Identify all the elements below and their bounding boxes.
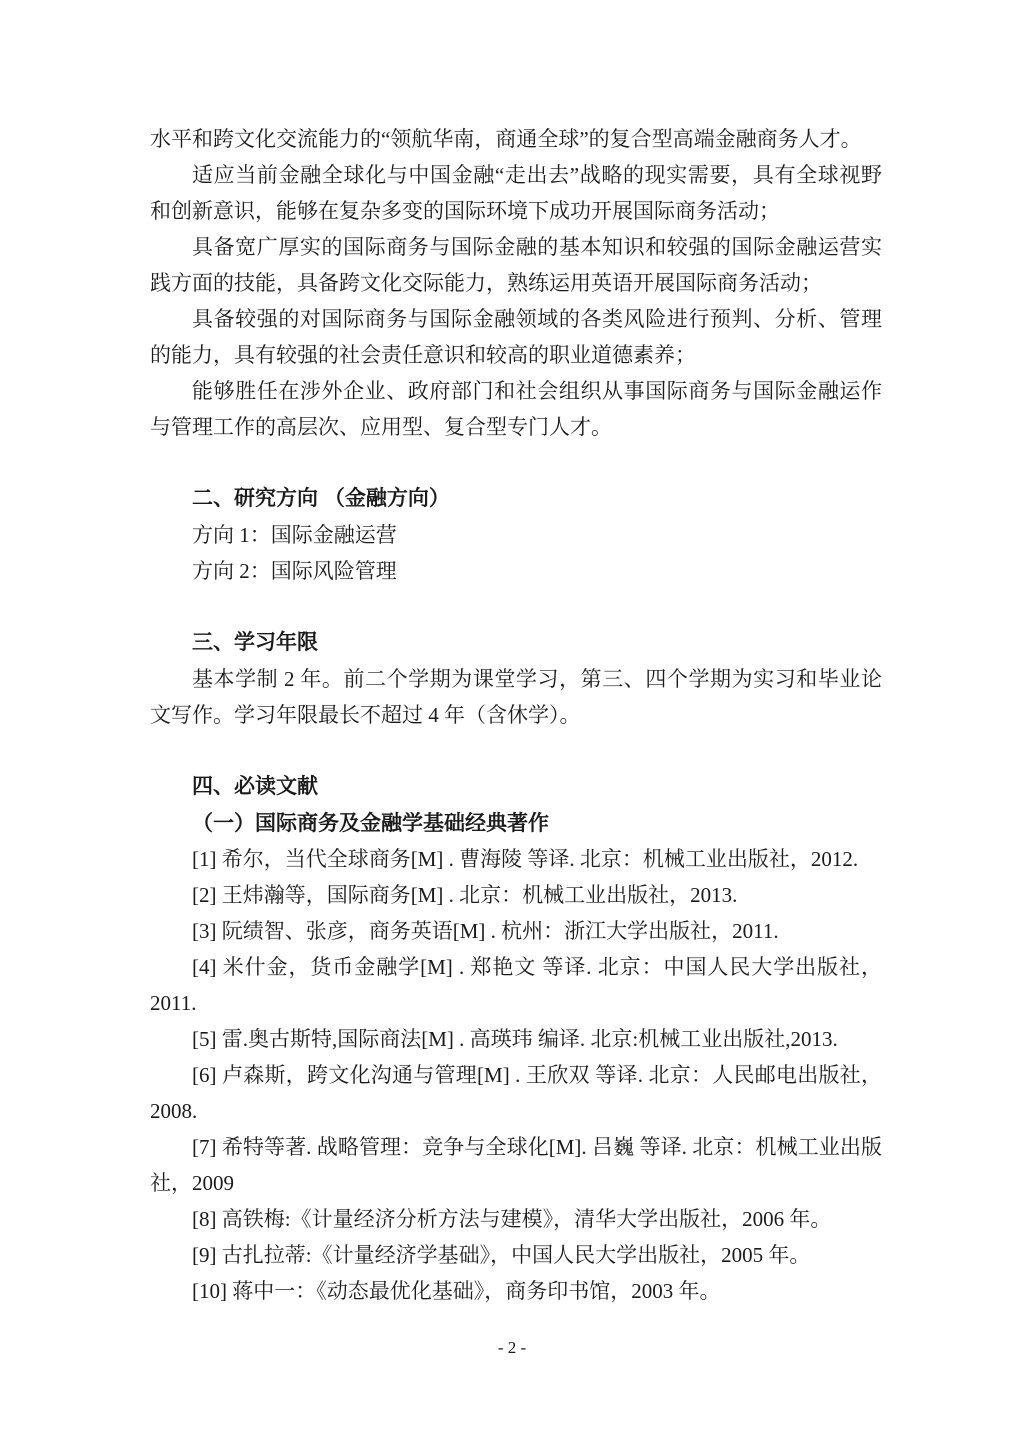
readings-subheading: （一）国际商务及金融学基础经典著作 [192, 811, 549, 835]
reference-item: [8] 高铁梅:《计量经济分析方法与建模》，清华大学出版社，2006 年。 [192, 1207, 832, 1231]
research-direction-item: 方向 2：国际风险管理 [192, 559, 397, 583]
section-heading-research-directions: 二、研究方向 （金融方向） [192, 487, 450, 510]
reference-item: [6] 卢森斯，跨文化沟通与管理[M] . 王欣双 等译. 北京：人民邮电出版社，2008. [150, 1063, 882, 1123]
study-duration-paragraph: 基本学制 2 年。前二个学期为课堂学习，第三、四个学期为实习和毕业论文写作。学习年限最长不超过 4 年（含休学）。 [150, 667, 882, 727]
intro-paragraph: 具备较强的对国际商务与国际金融领域的各类风险进行预判、分析、管理的能力，具有较强的社会责任意识和较高的职业道德素养； [150, 307, 882, 367]
page-content [150, 121, 882, 1309]
research-direction-item: 方向 1：国际金融运营 [192, 523, 397, 547]
reference-item: [3] 阮绩智、张彦，商务英语[M] . 杭州：浙江大学出版社，2011. [192, 919, 779, 943]
section-heading-required-readings: 四、必读文献 [192, 775, 318, 798]
reference-item: [2] 王炜瀚等，国际商务[M] . 北京：机械工业出版社，2013. [192, 883, 738, 907]
reference-item: [7] 希特等著. 战略管理：竞争与全球化[M]. 吕巍 等译. 北京：机械工业出版社，2009 [150, 1135, 882, 1195]
section-heading-study-duration: 三、学习年限 [192, 631, 318, 654]
intro-paragraph: 具备宽广厚实的国际商务与国际金融的基本知识和较强的国际金融运营实践方面的技能，具备跨文化交际能力，熟练运用英语开展国际商务活动； [150, 235, 882, 295]
reference-item: [10] 蒋中一：《动态最优化基础》，商务印书馆，2003 年。 [192, 1279, 721, 1303]
reference-item: [5] 雷.奥古斯特,国际商法[M] . 高瑛玮 编译. 北京:机械工业出版社,2013. [192, 1027, 838, 1051]
reference-item: [9] 古扎拉蒂:《计量经济学基础》，中国人民大学出版社，2005 年。 [192, 1243, 811, 1267]
intro-paragraph: 适应当前金融全球化与中国金融“走出去”战略的现实需要，具有全球视野和创新意识，能够在复杂多变的国际环境下成功开展国际商务活动； [150, 163, 882, 223]
intro-paragraph: 能够胜任在涉外企业、政府部门和社会组织从事国际商务与国际金融运作与管理工作的高层次、应用型、复合型专门人才。 [150, 379, 882, 439]
reference-item: [1] 希尔，当代全球商务[M] . 曹海陵 等译. 北京：机械工业出版社，2012. [192, 847, 859, 871]
intro-paragraph-continuation: 水平和跨文化交流能力的“领航华南，商通全球”的复合型高端金融商务人才。 [150, 127, 862, 151]
page-number: - 2 - [497, 1338, 527, 1357]
reference-item: [4] 米什金，货币金融学[M] . 郑艳文 等译. 北京：中国人民大学出版社，2011. [150, 955, 882, 1015]
